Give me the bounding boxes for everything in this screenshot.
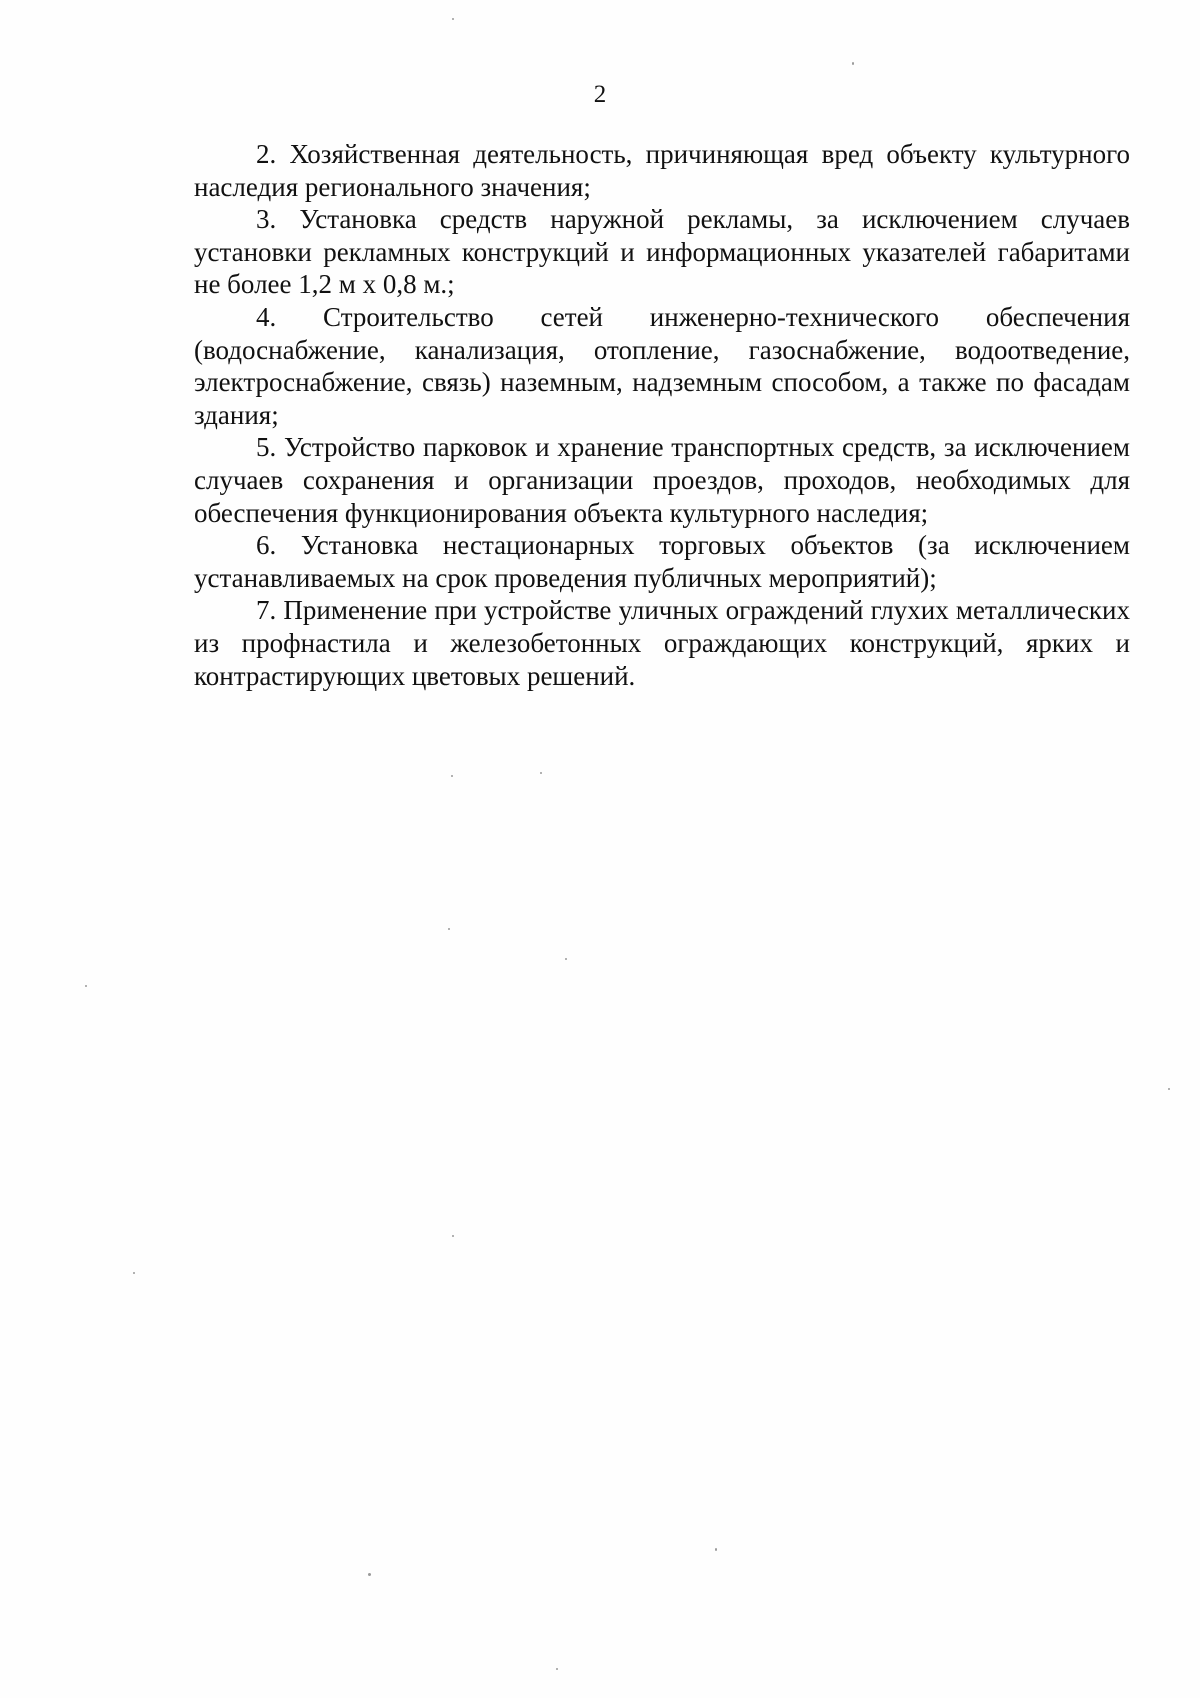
list-item-2: 2. Хозяйственная деятельность, причиняющая вред объекту культурного наследия регионального значения; — [194, 139, 1130, 202]
list-item-5: 5. Устройство парковок и хранение транспортных средств, за исключением случаев сохранения и организации проездов, проходов, необходимых для обеспечения функционирования объекта культурного наследия; — [194, 432, 1130, 528]
list-item-6: 6. Установка нестационарных торговых объектов (за исключением устанавливаемых на срок проведения публичных мероприятий); — [194, 530, 1130, 593]
scan-speck — [565, 958, 567, 960]
scan-speck — [452, 18, 454, 20]
list-item-4: 4. Строительство сетей инженерно-технического обеспечения (водоснабжение, канализация, отопление, газоснабжение, водоотведение, электроснабжение, связь) наземным, надземным способом, а также по фасадам здания; — [194, 301, 1130, 430]
scan-speck — [368, 1573, 371, 1576]
scan-speck — [1168, 1088, 1170, 1090]
scan-speck — [451, 775, 453, 777]
scan-speck — [715, 1548, 717, 1551]
scan-speck — [133, 1272, 135, 1274]
scan-speck — [556, 1668, 558, 1670]
list-item-3: 3. Установка средств наружной рекламы, за исключением случаев установки рекламных конструкций и информационных указателей габаритами не более 1,2 м х 0,8 м.; — [194, 204, 1130, 300]
scan-speck — [540, 772, 542, 774]
scan-speck — [85, 985, 87, 987]
document-body — [194, 138, 1130, 692]
scan-speck — [452, 1235, 454, 1237]
list-item-7: 7. Применение при устройстве уличных ограждений глухих металлических из профнастила и железобетонных ограждающих конструкций, ярких и контрастирующих цветовых решений. — [194, 595, 1130, 691]
scan-speck — [448, 928, 450, 930]
page-number: 2 — [593, 81, 607, 108]
scan-speck — [852, 62, 854, 65]
